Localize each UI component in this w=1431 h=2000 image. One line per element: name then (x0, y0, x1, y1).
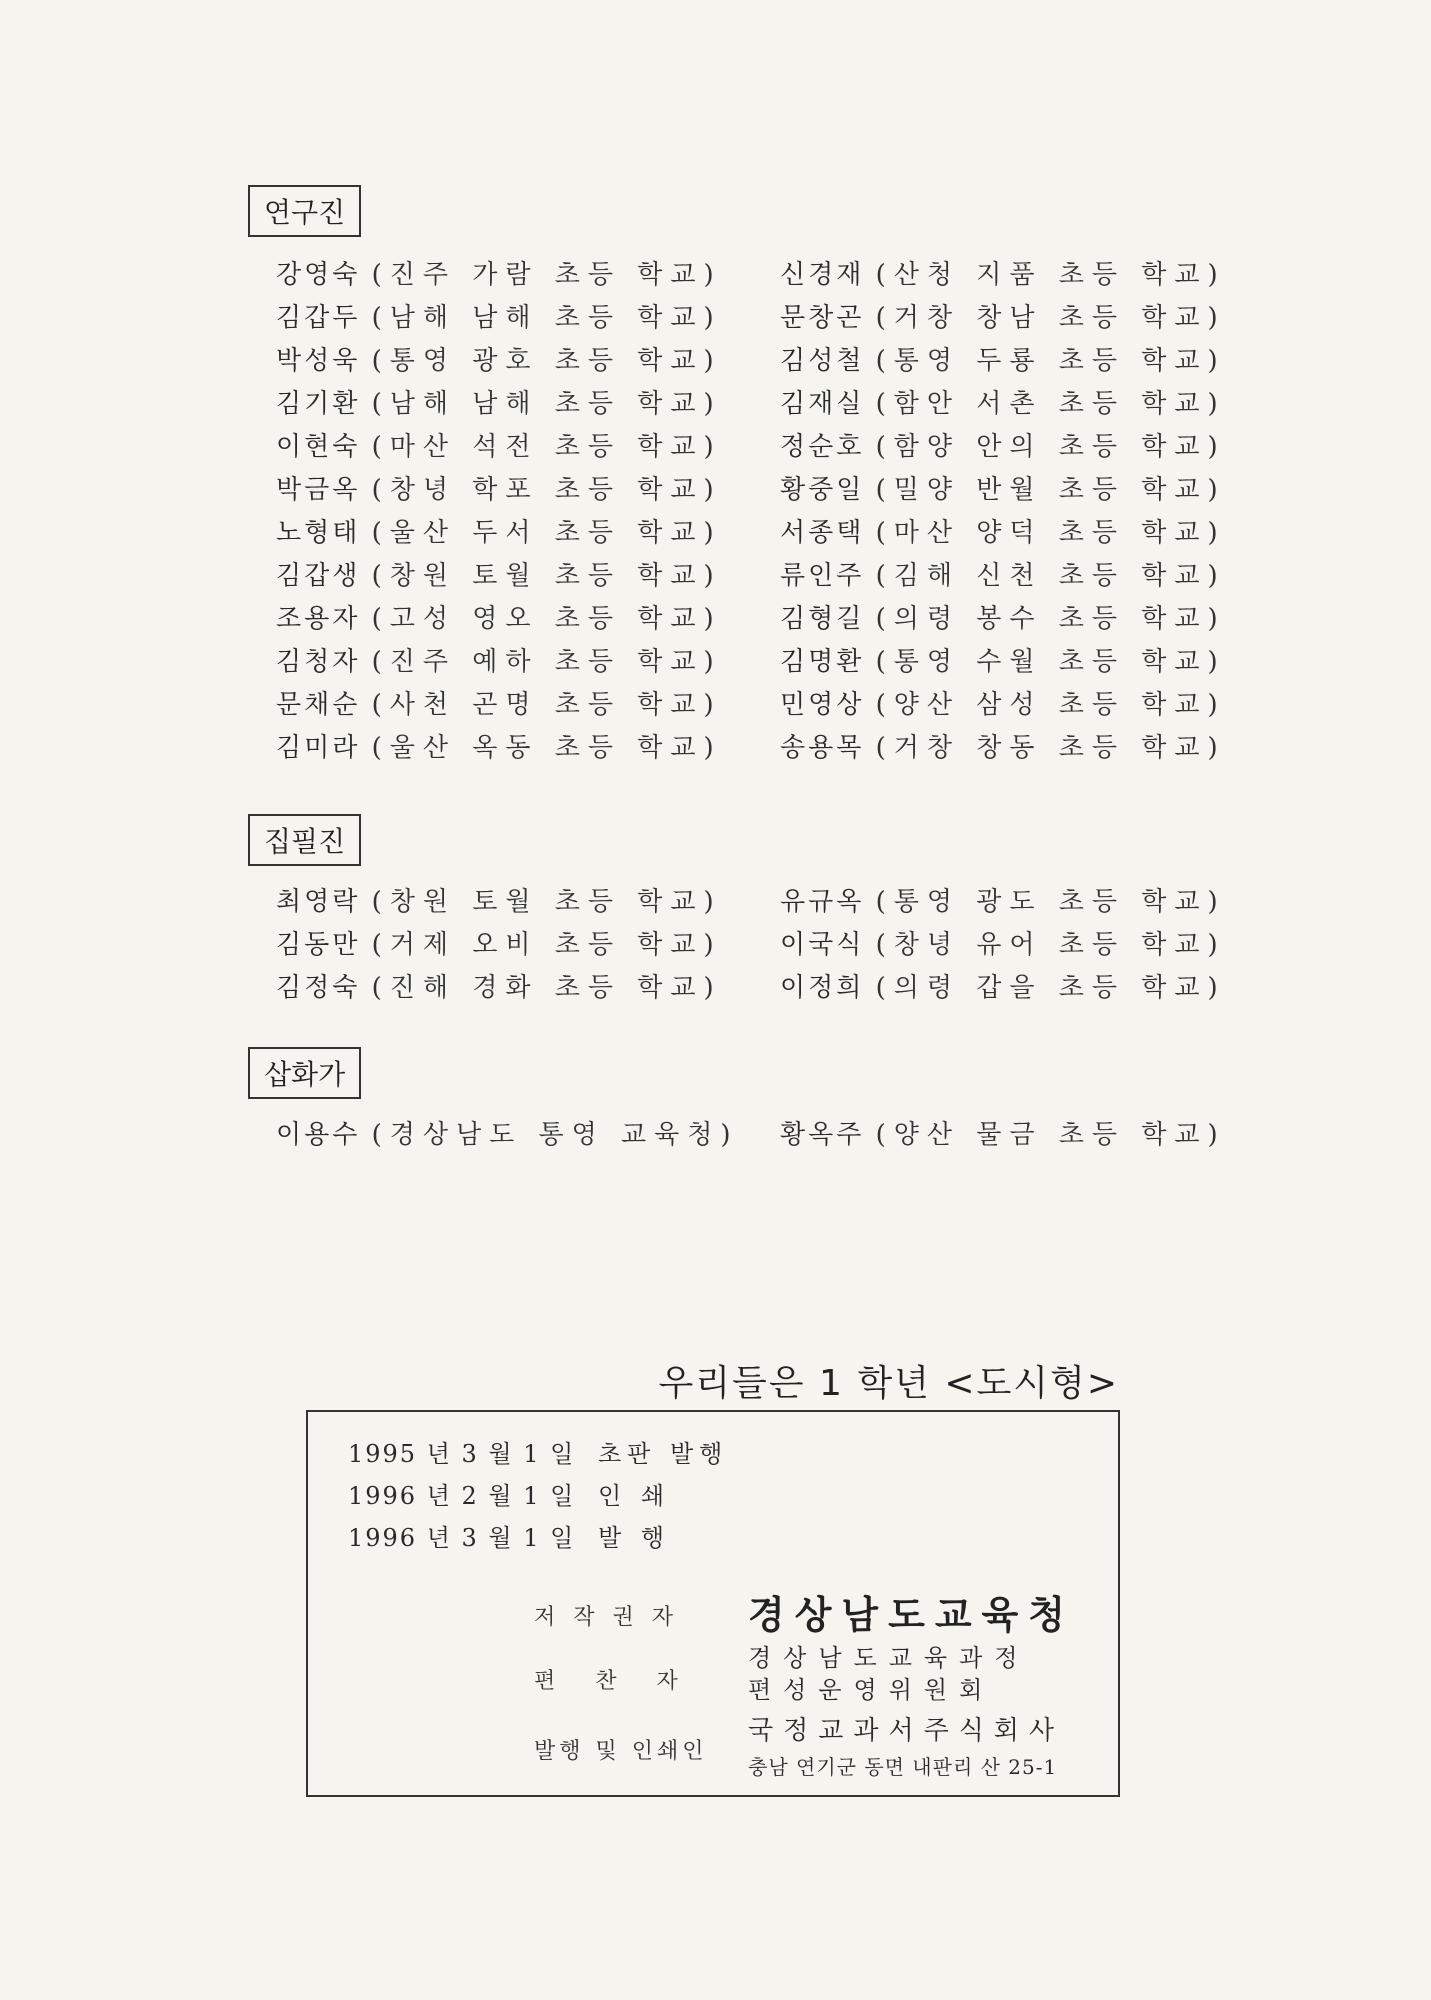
member-entry (276, 968, 722, 1008)
member-affiliation: (거창 창남 초등 학교) (875, 303, 1226, 333)
member-entry (780, 599, 1226, 639)
member-name: 민영상 (780, 690, 865, 720)
member-name: 최영락 (276, 887, 361, 917)
publication-row (348, 1434, 728, 1474)
editor-value (748, 1642, 1029, 1706)
member-row (0, 556, 1431, 596)
member-name: 박성욱 (276, 346, 361, 376)
member-name: 김재실 (780, 389, 865, 419)
member-entry (276, 556, 722, 596)
member-name: 김미라 (276, 733, 361, 763)
printer-value (748, 1710, 1064, 1780)
member-name: 김갑생 (276, 561, 361, 591)
member-name: 유규옥 (780, 887, 865, 917)
publication-date: 1995 년 3 월 1 일 (348, 1440, 576, 1468)
publication-row (348, 1518, 670, 1558)
member-row (0, 427, 1431, 467)
member-affiliation: (경상남도 통영 교육청) (371, 1120, 739, 1150)
publication-date: 1996 년 3 월 1 일 (348, 1524, 576, 1552)
member-entry (780, 384, 1226, 424)
member-affiliation: (밀양 반월 초등 학교) (875, 475, 1226, 505)
member-entry (780, 925, 1226, 965)
member-name: 노형태 (276, 518, 361, 548)
member-name: 서종택 (780, 518, 865, 548)
copyright-holder: 경상남도교육청 (748, 1593, 1075, 1637)
member-name: 황옥주 (780, 1120, 865, 1150)
member-entry (276, 427, 722, 467)
member-name: 강영숙 (276, 260, 361, 290)
member-entry (276, 255, 722, 295)
section-heading: 삽화가 (248, 1047, 361, 1099)
member-entry (276, 1115, 739, 1155)
member-affiliation: (창원 토월 초등 학교) (371, 887, 722, 917)
member-entry (780, 427, 1226, 467)
member-affiliation: (김해 신천 초등 학교) (875, 561, 1226, 591)
member-affiliation: (통영 광호 초등 학교) (371, 346, 722, 376)
member-entry (780, 255, 1226, 295)
member-entry (780, 470, 1226, 510)
member-entry (276, 470, 722, 510)
member-entry (276, 728, 722, 768)
editor-label: 편찬자 (534, 1669, 718, 1694)
member-name: 문창곤 (780, 303, 865, 333)
publication-date: 1996 년 2 월 1 일 (348, 1482, 576, 1510)
printer-label: 발행 및 인쇄인 (534, 1739, 708, 1764)
member-row (0, 925, 1431, 965)
member-row (0, 384, 1431, 424)
member-affiliation: (마산 양덕 초등 학교) (875, 518, 1226, 548)
member-entry (780, 642, 1226, 682)
member-name: 김명환 (780, 647, 865, 677)
member-entry (276, 298, 722, 338)
member-entry (780, 1115, 1226, 1155)
member-affiliation: (진주 예하 초등 학교) (371, 647, 722, 677)
member-row (0, 341, 1431, 381)
member-row (0, 882, 1431, 922)
member-name: 김갑두 (276, 303, 361, 333)
member-entry (780, 968, 1226, 1008)
member-entry (780, 882, 1226, 922)
publication-row (348, 1476, 670, 1516)
member-entry (780, 685, 1226, 725)
colophon-box (306, 1410, 1120, 1797)
member-affiliation: (고성 영오 초등 학교) (371, 604, 722, 634)
member-affiliation: (울산 두서 초등 학교) (371, 518, 722, 548)
member-affiliation: (진주 가람 초등 학교) (371, 260, 722, 290)
member-name: 김형길 (780, 604, 865, 634)
member-entry (276, 685, 722, 725)
member-name: 김정숙 (276, 973, 361, 1003)
member-row (0, 642, 1431, 682)
member-entry (276, 599, 722, 639)
copyright-label: 저작권자 (534, 1605, 692, 1630)
member-entry (780, 513, 1226, 553)
member-name: 류인주 (780, 561, 865, 591)
member-affiliation: (창녕 학포 초등 학교) (371, 475, 722, 505)
member-name: 박금옥 (276, 475, 361, 505)
member-affiliation: (함안 서촌 초등 학교) (875, 389, 1226, 419)
member-row (0, 470, 1431, 510)
member-affiliation: (창녕 유어 초등 학교) (875, 930, 1226, 960)
editor-line: 경상남도교육과정 (748, 1644, 1030, 1672)
member-name: 김기환 (276, 389, 361, 419)
publication-event: 초판 발행 (598, 1440, 729, 1468)
member-name: 조용자 (276, 604, 361, 634)
member-name: 김성철 (780, 346, 865, 376)
member-affiliation: (거창 창동 초등 학교) (875, 733, 1226, 763)
member-affiliation: (함양 안의 초등 학교) (875, 432, 1226, 462)
member-name: 김동만 (276, 930, 361, 960)
member-affiliation: (양산 삼성 초등 학교) (875, 690, 1226, 720)
member-affiliation: (양산 물금 초등 학교) (875, 1120, 1226, 1150)
member-entry (780, 298, 1226, 338)
member-entry (276, 384, 722, 424)
member-name: 정순호 (780, 432, 865, 462)
member-row (0, 968, 1431, 1008)
printer-name: 국정교과서주식회사 (748, 1716, 1065, 1746)
section-heading: 연구진 (248, 185, 361, 237)
member-affiliation: (사천 곤명 초등 학교) (371, 690, 722, 720)
member-entry (276, 642, 722, 682)
book-title: 우리들은 1 학년 <도시형> (658, 1363, 1119, 1404)
member-row (0, 513, 1431, 553)
publication-event: 인 쇄 (598, 1482, 670, 1510)
member-name: 황중일 (780, 475, 865, 505)
member-entry (276, 513, 722, 553)
member-name: 이국식 (780, 930, 865, 960)
member-name: 이용수 (276, 1120, 361, 1150)
member-row (0, 255, 1431, 295)
member-affiliation: (울산 옥동 초등 학교) (371, 733, 722, 763)
member-name: 이현숙 (276, 432, 361, 462)
member-affiliation: (통영 광도 초등 학교) (875, 887, 1226, 917)
member-row (0, 599, 1431, 639)
member-row (0, 728, 1431, 768)
member-affiliation: (통영 두룡 초등 학교) (875, 346, 1226, 376)
member-affiliation: (산청 지품 초등 학교) (875, 260, 1226, 290)
member-entry (276, 341, 722, 381)
member-affiliation: (창원 토월 초등 학교) (371, 561, 722, 591)
member-affiliation: (의령 갑을 초등 학교) (875, 973, 1226, 1003)
member-affiliation: (남해 남해 초등 학교) (371, 389, 722, 419)
member-name: 문채순 (276, 690, 361, 720)
member-affiliation: (의령 봉수 초등 학교) (875, 604, 1226, 634)
member-name: 송용목 (780, 733, 865, 763)
section-heading: 집필진 (248, 814, 361, 866)
member-name: 이정희 (780, 973, 865, 1003)
member-row (0, 1115, 1431, 1155)
member-entry (780, 341, 1226, 381)
member-entry (276, 925, 722, 965)
member-entry (780, 728, 1226, 768)
member-entry (276, 882, 722, 922)
member-affiliation: (거제 오비 초등 학교) (371, 930, 722, 960)
member-row (0, 685, 1431, 725)
printer-address: 충남 연기군 동면 내판리 산 25-1 (748, 1755, 1058, 1779)
editor-line: 편성운영위원회 (748, 1676, 995, 1704)
member-affiliation: (진해 경화 초등 학교) (371, 973, 722, 1003)
member-affiliation: (남해 남해 초등 학교) (371, 303, 722, 333)
publication-event: 발 행 (598, 1524, 670, 1552)
member-row (0, 298, 1431, 338)
member-entry (780, 556, 1226, 596)
member-affiliation: (통영 수월 초등 학교) (875, 647, 1226, 677)
member-name: 김청자 (276, 647, 361, 677)
member-affiliation: (마산 석전 초등 학교) (371, 432, 722, 462)
member-name: 신경재 (780, 260, 865, 290)
